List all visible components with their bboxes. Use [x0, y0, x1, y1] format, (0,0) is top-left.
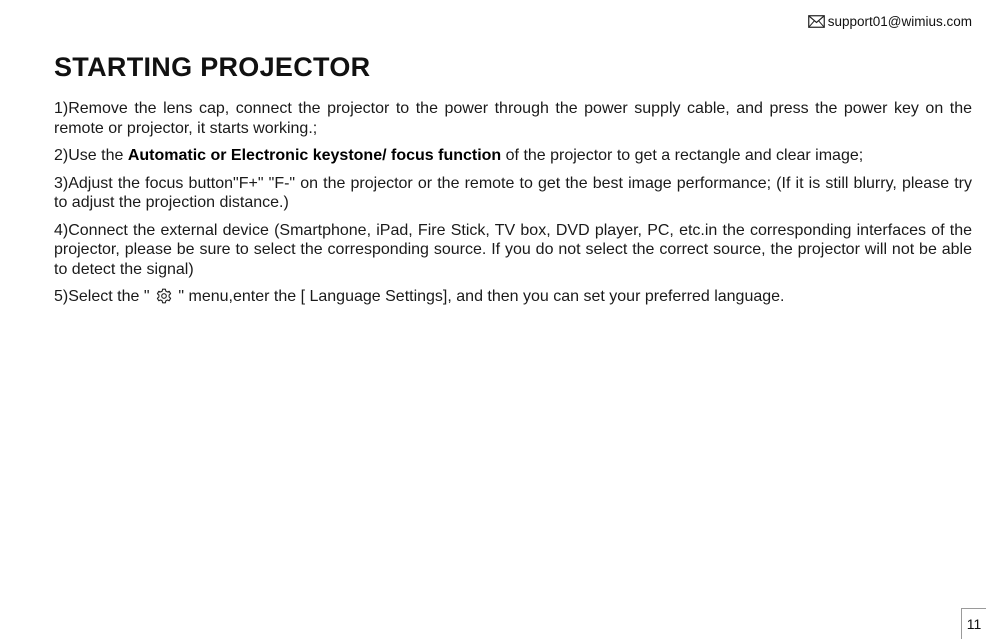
step-5-text-end: " menu,enter the [ Language Settings], and then you can set your preferred language.	[173, 288, 785, 305]
step-5-text-start: 5)Select the "	[54, 288, 154, 305]
instruction-list	[54, 99, 972, 310]
support-email[interactable]	[808, 14, 972, 29]
gear-icon	[156, 288, 172, 310]
envelope-icon	[808, 15, 825, 28]
step-2-highlight: Automatic or Electronic keystone/ focus function	[127, 147, 502, 164]
step-4: 4)Connect the external device (Smartphone, iPad, Fire Stick, TV box, DVD player, PC, etc.in the corresponding interfaces of the projector, please be sure to select the corresponding source. If you do not select the correct source, the projector will not be able to detect the signal)	[54, 221, 972, 278]
step-5	[54, 287, 972, 310]
step-1: 1)Remove the lens cap, connect the projector to the power through the power supply cable, and press the power key on the remote or projector, it starts working.;	[54, 100, 972, 137]
step-2	[54, 146, 972, 166]
support-email-text: support01@wimius.com	[827, 14, 972, 29]
step-3: 3)Adjust the focus button"F+" "F-" on the projector or the remote to get the best image performance; (If it is still blurry, please try to adjust the projection distance.)	[54, 174, 972, 211]
step-2-text-end: of the projector to get a rectangle and clear image;	[501, 147, 864, 164]
step-2-text-start: 2)Use the	[54, 147, 128, 164]
page-number: 11	[961, 608, 986, 639]
page-title: STARTING PROJECTOR	[54, 52, 371, 82]
